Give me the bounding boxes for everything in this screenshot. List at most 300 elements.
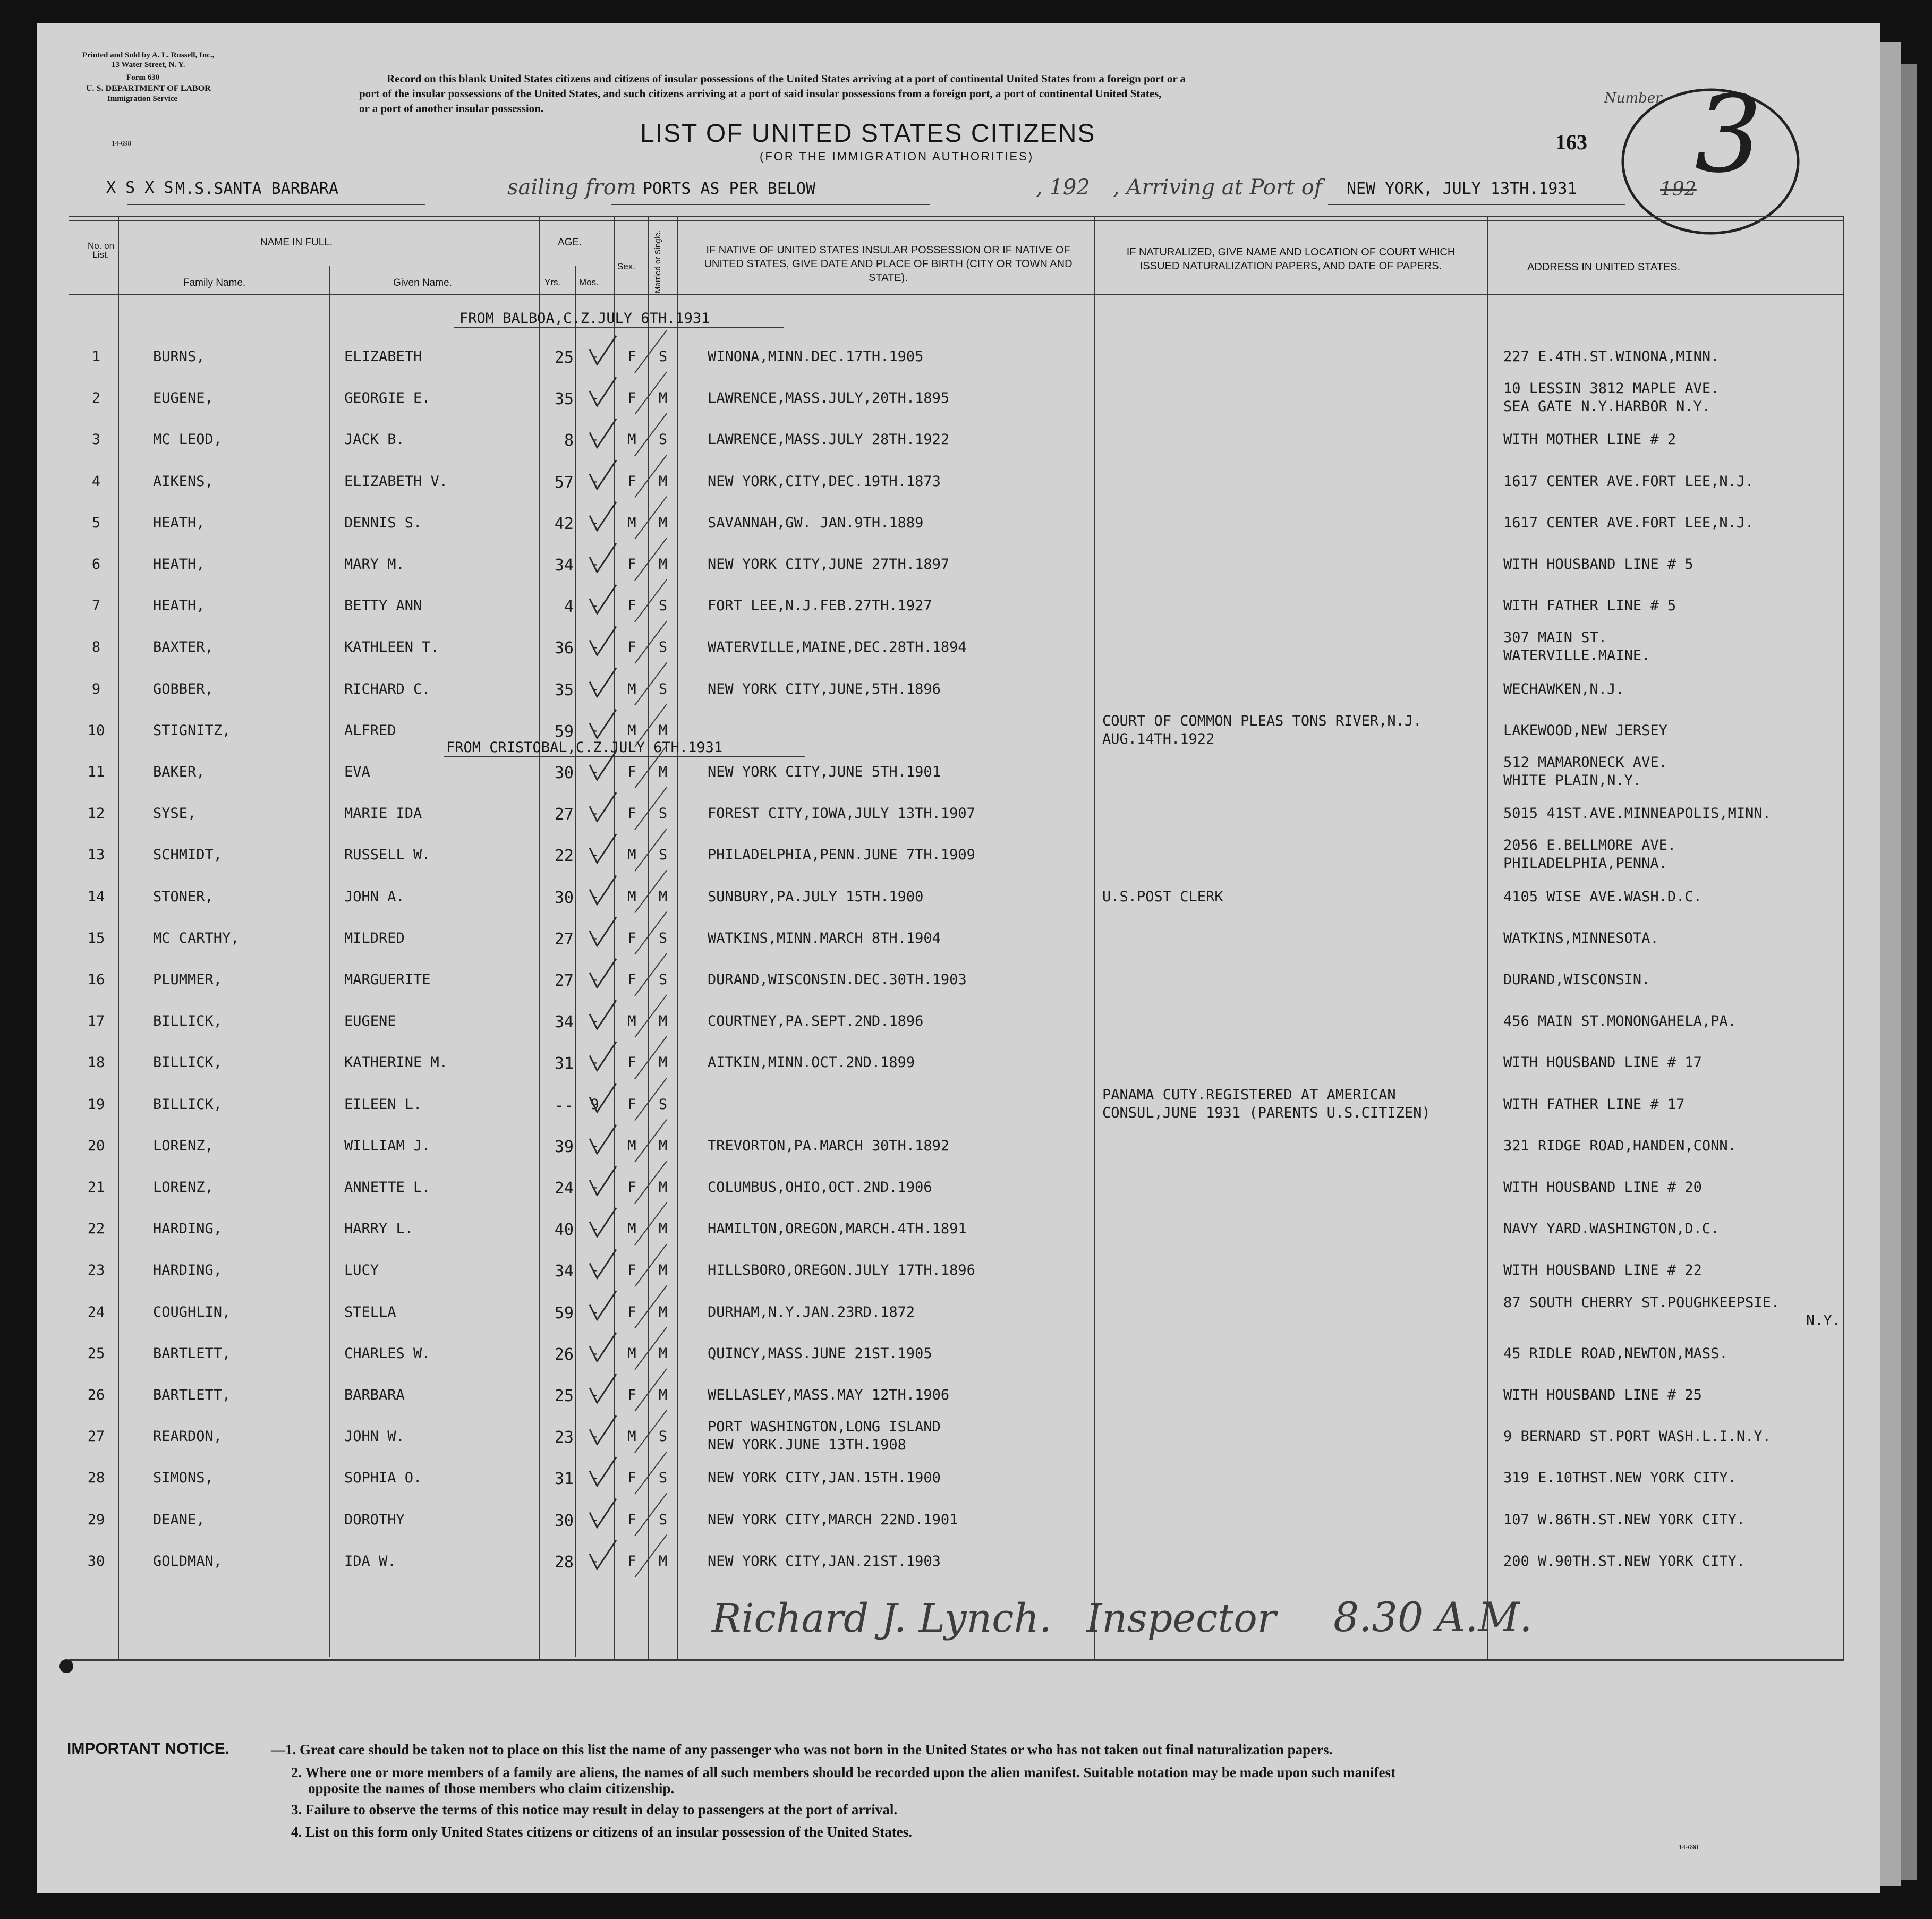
marital-status: M xyxy=(658,722,668,739)
family-name: STIGNITZ, xyxy=(153,722,231,739)
marital-status: S xyxy=(658,1096,668,1113)
marital-status: M xyxy=(658,556,668,573)
given-name: RICHARD C. xyxy=(344,680,431,697)
header-address: ADDRESS IN UNITED STATES. xyxy=(1527,261,1681,273)
row-number: 24 xyxy=(87,1303,105,1320)
sex: F xyxy=(627,639,636,656)
sex-tally-stroke xyxy=(635,330,667,373)
row-number: 7 xyxy=(91,598,101,615)
check-mark xyxy=(590,1166,616,1195)
us-address: 1617 CENTER AVE.FORT LEE,N.J. xyxy=(1503,473,1754,490)
sex-tally-stroke xyxy=(635,746,667,788)
age-years: 31 xyxy=(554,1470,574,1489)
arrival-underline xyxy=(1328,204,1625,205)
sex: F xyxy=(627,1511,636,1528)
age-years: -- xyxy=(554,1096,574,1115)
marital-status: S xyxy=(658,1428,668,1445)
given-name: CHARLES W. xyxy=(344,1345,431,1362)
birth-place-date: DURAND,WISCONSIN.DEC.30TH.1903 xyxy=(708,971,967,988)
age-years: 36 xyxy=(554,639,574,658)
sex-tally-stroke xyxy=(635,704,667,747)
given-name: MARIE IDA xyxy=(344,805,422,822)
birth-place-date: LAWRENCE,MASS.JULY,20TH.1895 xyxy=(708,390,950,407)
family-name: STONER, xyxy=(153,888,214,905)
age-months: - xyxy=(590,971,599,988)
row-number: 10 xyxy=(87,722,105,739)
sex: F xyxy=(627,1054,636,1071)
age-years: 30 xyxy=(554,888,574,907)
check-mark xyxy=(590,1208,616,1236)
given-name: JOHN A. xyxy=(344,888,405,905)
marital-status: M xyxy=(658,473,668,490)
given-name: ALFRED xyxy=(344,722,396,739)
family-name: PLUMMER, xyxy=(153,971,223,988)
us-address-line-2: WATERVILLE.MAINE. xyxy=(1503,647,1650,664)
age-years: 42 xyxy=(554,514,574,533)
us-address: WECHAWKEN,N.J. xyxy=(1503,680,1624,697)
us-address: WITH HOUSBAND LINE # 25 xyxy=(1503,1387,1702,1403)
age-months: - xyxy=(590,1221,599,1238)
header-no: No. on List. xyxy=(87,241,115,260)
family-name: MC LEOD, xyxy=(153,431,223,448)
sex: M xyxy=(627,431,636,448)
instruction-line-1: Record on this blank United States citizens and citizens of insular possessions of the United States arriving at a port of continental United States from a foreign port or a xyxy=(387,72,1186,85)
age-months: - xyxy=(590,929,599,946)
birth-place-date: NEW YORK CITY,JUNE 5TH.1901 xyxy=(708,764,941,780)
number-label: Number xyxy=(1604,90,1662,106)
us-address: WITH HOUSBAND LINE # 5 xyxy=(1503,556,1693,573)
given-name: EVA xyxy=(344,764,370,780)
sex-tally-stroke xyxy=(635,579,667,622)
us-address: WITH HOUSBAND LINE # 17 xyxy=(1503,1054,1702,1071)
birth-place-date: WINONA,MINN.DEC.17TH.1905 xyxy=(708,348,924,365)
family-name: SCHMIDT, xyxy=(153,847,223,864)
age-years: 30 xyxy=(554,1511,574,1530)
check-mark xyxy=(590,1457,616,1486)
birth-place-date: COURTNEY,PA.SEPT.2ND.1896 xyxy=(708,1013,924,1030)
us-address: 319 E.10THST.NEW YORK CITY. xyxy=(1503,1470,1737,1487)
given-name: EILEEN L. xyxy=(344,1096,422,1113)
notice-item-2: 2. Where one or more members of a family are aliens, the names of all such members should be recorded upon the alien manifest. Suitable notation may be made upon such manifest xyxy=(291,1764,1395,1780)
birth-place-date: NEW YORK CITY,JUNE 27TH.1897 xyxy=(708,556,950,573)
check-mark xyxy=(590,1540,616,1569)
form-number: Form 630 xyxy=(126,73,160,82)
sex: F xyxy=(627,805,636,822)
sex-tally-stroke xyxy=(635,1202,667,1245)
age-years: 27 xyxy=(554,805,574,824)
paper-edge-middle xyxy=(1880,42,1901,1886)
instruction-line-2: port of the insular possessions of the United States, and such citizens arriving at a port of said insular possessions from a foreign port, a port of continental United States, xyxy=(359,87,1162,100)
age-months: - xyxy=(590,1137,599,1154)
row-number: 5 xyxy=(91,514,101,531)
marital-status: M xyxy=(658,1137,668,1154)
age-months: - xyxy=(590,556,599,573)
page-subtitle: (FOR THE IMMIGRATION AUTHORITIES) xyxy=(760,150,1034,163)
col-line-birth xyxy=(1094,216,1095,1660)
age-months: - xyxy=(590,805,599,822)
age-years: 22 xyxy=(554,847,574,866)
given-name: MARGUERITE xyxy=(344,971,431,988)
notice-item-3: 3. Failure to observe the terms of this notice may result in delay to passengers at the port of arrival. xyxy=(291,1802,898,1818)
check-mark xyxy=(590,377,616,406)
header-sex: Sex. xyxy=(617,261,636,271)
given-name: EUGENE xyxy=(344,1013,396,1030)
sex-tally-stroke xyxy=(635,455,667,498)
page-title: LIST OF UNITED STATES CITIZENS xyxy=(640,120,1096,148)
sex-tally-stroke xyxy=(635,829,667,871)
age-months: - xyxy=(590,1262,599,1279)
us-address: 321 RIDGE ROAD,HANDEN,CONN. xyxy=(1503,1137,1737,1154)
sex: M xyxy=(627,888,636,905)
age-years: 26 xyxy=(554,1345,574,1364)
age-years: 28 xyxy=(554,1553,574,1572)
row-number: 18 xyxy=(87,1054,105,1071)
age-months: - xyxy=(590,390,599,407)
marital-status: M xyxy=(658,1345,668,1362)
printer-code: 14-698 xyxy=(112,139,131,147)
check-mark xyxy=(590,1374,616,1403)
row-number: 27 xyxy=(87,1428,105,1445)
col-line-yrs xyxy=(575,266,576,1657)
marital-status: M xyxy=(658,1221,668,1238)
given-name: IDA W. xyxy=(344,1553,396,1570)
age-years: 57 xyxy=(554,473,574,492)
given-name: WILLIAM J. xyxy=(344,1137,431,1154)
check-mark xyxy=(590,1000,616,1029)
table-bottom-border xyxy=(69,1659,1844,1661)
check-mark xyxy=(590,460,616,489)
age-years: 23 xyxy=(554,1428,574,1447)
inspector-title-signature: Inspector xyxy=(1086,1596,1276,1641)
check-mark xyxy=(590,1499,616,1528)
sex: F xyxy=(627,1387,636,1403)
naturalization-info: COURT OF COMMON PLEAS TONS RIVER,N.J. xyxy=(1102,712,1422,729)
birth-place-date: PHILADELPHIA,PENN.JUNE 7TH.1909 xyxy=(708,847,975,864)
year-label: , 192 xyxy=(1036,175,1090,200)
sex-tally-stroke xyxy=(635,1535,667,1577)
row-number: 2 xyxy=(91,390,101,407)
marital-status: S xyxy=(658,1511,668,1528)
sex-tally-stroke xyxy=(635,1452,667,1494)
age-years: 39 xyxy=(554,1137,574,1156)
age-months: - xyxy=(590,680,599,697)
row-number: 17 xyxy=(87,1013,105,1030)
family-name: BAXTER, xyxy=(153,639,214,656)
marital-status: M xyxy=(658,514,668,531)
naturalization-info-line-2: CONSUL,JUNE 1931 (PARENTS U.S.CITIZEN) xyxy=(1102,1104,1431,1121)
sex-tally-stroke xyxy=(635,413,667,456)
sex: M xyxy=(627,847,636,864)
age-months: - xyxy=(590,847,599,864)
inspector-name-signature: Richard J. Lynch. xyxy=(712,1596,1052,1641)
birth-place-date: PORT WASHINGTON,LONG ISLAND xyxy=(708,1419,941,1436)
sex: M xyxy=(627,514,636,531)
birth-place-date: NEW YORK,CITY,DEC.19TH.1873 xyxy=(708,473,941,490)
family-name: AIKENS, xyxy=(153,473,214,490)
check-mark xyxy=(590,710,616,738)
check-mark xyxy=(590,1125,616,1154)
check-mark xyxy=(590,585,616,613)
given-name: LUCY xyxy=(344,1262,379,1279)
sex-tally-stroke xyxy=(635,1369,667,1411)
marital-status: S xyxy=(658,348,668,365)
given-name: ELIZABETH V. xyxy=(344,473,448,490)
check-mark xyxy=(590,1291,616,1320)
marital-status: S xyxy=(658,1470,668,1487)
us-address: 5015 41ST.AVE.MINNEAPOLIS,MINN. xyxy=(1503,805,1771,822)
family-name: HEATH, xyxy=(153,598,205,615)
marital-status: M xyxy=(658,1303,668,1320)
birth-place-date: NEW YORK CITY,JUNE,5TH.1896 xyxy=(708,680,941,697)
row-number: 19 xyxy=(87,1096,105,1113)
marital-status: S xyxy=(658,680,668,697)
punch-hole xyxy=(59,1659,73,1673)
notice-item-2-cont: opposite the names of those members who claim citizenship. xyxy=(308,1780,675,1796)
header-name-in-full: NAME IN FULL. xyxy=(260,237,333,248)
check-mark xyxy=(590,1249,616,1278)
given-name: ANNETTE L. xyxy=(344,1179,431,1196)
birth-place-date: DURHAM,N.Y.JAN.23RD.1872 xyxy=(708,1303,915,1320)
birth-place-date: WELLASLEY,MASS.MAY 12TH.1906 xyxy=(708,1387,950,1403)
sex-tally-stroke xyxy=(635,497,667,539)
birth-place-date: SUNBURY,PA.JULY 15TH.1900 xyxy=(708,888,924,905)
age-years: 34 xyxy=(554,1013,574,1032)
section-cristobal: FROM CRISTOBAL,C.Z.JULY 6TH.1931 xyxy=(446,739,723,756)
marital-status: S xyxy=(658,971,668,988)
sex: M xyxy=(627,1428,636,1445)
us-address: WATKINS,MINNESOTA. xyxy=(1503,929,1659,946)
family-name: GOLDMAN, xyxy=(153,1553,223,1570)
marital-status: S xyxy=(658,431,668,448)
birth-place-date: AITKIN,MINN.OCT.2ND.1899 xyxy=(708,1054,915,1071)
check-mark xyxy=(590,626,616,655)
age-months: - xyxy=(590,1428,599,1445)
age-months: - xyxy=(590,431,599,448)
age-months: - xyxy=(590,764,599,780)
row-number: 6 xyxy=(91,556,101,573)
sex-tally-stroke xyxy=(635,538,667,581)
department-name: U. S. DEPARTMENT OF LABOR xyxy=(86,84,211,93)
age-months: - xyxy=(590,1470,599,1487)
marital-status: M xyxy=(658,1054,668,1071)
family-name: BILLICK, xyxy=(153,1013,223,1030)
col-line-naturalized xyxy=(1487,216,1488,1660)
sex-tally-stroke xyxy=(635,1161,667,1204)
us-address: LAKEWOOD,NEW JERSEY xyxy=(1503,722,1667,739)
birth-place-date: LAWRENCE,MASS.JULY 28TH.1922 xyxy=(708,431,950,448)
birth-place-date: NEW YORK CITY,JAN.21ST.1903 xyxy=(708,1553,941,1570)
naturalization-info: U.S.POST CLERK xyxy=(1102,888,1223,905)
us-address: NAVY YARD.WASHINGTON,D.C. xyxy=(1503,1221,1720,1238)
age-months: - xyxy=(590,1553,599,1570)
row-number: 28 xyxy=(87,1470,105,1487)
sex-tally-stroke xyxy=(635,953,667,996)
given-name: RUSSELL W. xyxy=(344,847,431,864)
us-address: 107 W.86TH.ST.NEW YORK CITY. xyxy=(1503,1511,1746,1528)
given-name: HARRY L. xyxy=(344,1221,414,1238)
family-name: HARDING, xyxy=(153,1262,223,1279)
arrival-port-date: NEW YORK, JULY 13TH.1931 xyxy=(1347,180,1577,198)
given-name: KATHERINE M. xyxy=(344,1054,448,1071)
header-married-single: Married or Single. xyxy=(653,230,662,293)
sex-tally-stroke xyxy=(635,995,667,1037)
marital-status: M xyxy=(658,390,668,407)
family-name: HEATH, xyxy=(153,556,205,573)
row-number: 22 xyxy=(87,1221,105,1238)
birth-place-date: WATERVILLE,MAINE,DEC.28TH.1894 xyxy=(708,639,967,656)
age-years: 4 xyxy=(564,598,574,617)
birth-place-date: SAVANNAH,GW. JAN.9TH.1889 xyxy=(708,514,924,531)
section-balboa: FROM BALBOA,C.Z.JULY 6TH.1931 xyxy=(459,310,710,327)
row-number: 21 xyxy=(87,1179,105,1196)
sex-tally-stroke xyxy=(635,912,667,954)
age-months: - xyxy=(590,1179,599,1196)
birth-place-date: HILLSBORO,OREGON.JULY 17TH.1896 xyxy=(708,1262,975,1279)
col-line-no xyxy=(118,216,119,1660)
sex: F xyxy=(627,1096,636,1113)
us-address: WITH FATHER LINE # 17 xyxy=(1503,1096,1685,1113)
family-name: REARDON, xyxy=(153,1428,223,1445)
age-years: 27 xyxy=(554,929,574,949)
sex: F xyxy=(627,764,636,780)
notice-item-4: 4. List on this form only United States citizens or citizens of an insular possession of the United States. xyxy=(291,1824,913,1840)
given-name: JOHN W. xyxy=(344,1428,405,1445)
family-name: BARTLETT, xyxy=(153,1387,231,1403)
age-years: 59 xyxy=(554,722,574,741)
family-name: BAKER, xyxy=(153,764,205,780)
us-address: 456 MAIN ST.MONONGAHELA,PA. xyxy=(1503,1013,1737,1030)
sex-tally-stroke xyxy=(635,871,667,913)
age-years: 25 xyxy=(554,1387,574,1405)
family-name: SYSE, xyxy=(153,805,197,822)
check-mark xyxy=(590,876,616,905)
birth-place-date: NEW YORK CITY,JAN.15TH.1900 xyxy=(708,1470,941,1487)
family-name: BARTLETT, xyxy=(153,1345,231,1362)
age-years: 40 xyxy=(554,1221,574,1240)
check-mark xyxy=(590,502,616,531)
us-address: DURAND,WISCONSIN. xyxy=(1503,971,1650,988)
row-number: 23 xyxy=(87,1262,105,1279)
given-name: STELLA xyxy=(344,1303,396,1320)
sex-tally-stroke xyxy=(635,787,667,830)
age-months: - xyxy=(590,598,599,615)
age-months: - xyxy=(590,639,599,656)
birth-place-date: FORT LEE,N.J.FEB.27TH.1927 xyxy=(708,598,932,615)
us-address: 227 E.4TH.ST.WINONA,MINN. xyxy=(1503,348,1720,365)
marital-status: S xyxy=(658,929,668,946)
us-address: 1617 CENTER AVE.FORT LEE,N.J. xyxy=(1503,514,1754,531)
check-mark xyxy=(590,834,616,863)
row-number: 4 xyxy=(91,473,101,490)
inspector-check-marks xyxy=(579,300,691,1617)
check-mark xyxy=(590,1333,616,1361)
check-mark xyxy=(590,336,616,364)
age-years: 25 xyxy=(554,348,574,367)
marital-status: M xyxy=(658,1179,668,1196)
page-number: 163 xyxy=(1555,130,1587,154)
check-mark xyxy=(590,543,616,572)
us-address: 45 RIDLE ROAD,NEWTON,MASS. xyxy=(1503,1345,1728,1362)
row-number: 1 xyxy=(91,348,101,365)
sex: F xyxy=(627,1179,636,1196)
marital-status: M xyxy=(658,1553,668,1570)
row-number: 14 xyxy=(87,888,105,905)
service-name: Immigration Service xyxy=(107,95,178,103)
family-name: GOBBER, xyxy=(153,680,214,697)
sex-tally-stroke xyxy=(635,1078,667,1121)
family-name: HARDING, xyxy=(153,1221,223,1238)
row-number: 11 xyxy=(87,764,105,780)
row-number: 13 xyxy=(87,847,105,864)
family-name: BILLICK, xyxy=(153,1054,223,1071)
header-months: Mos. xyxy=(579,277,599,287)
sex: F xyxy=(627,1553,636,1570)
given-name: KATHLEEN T. xyxy=(344,639,439,656)
vessel-name: M.S.SANTA BARBARA xyxy=(175,180,339,198)
us-address: 4105 WISE AVE.WASH.D.C. xyxy=(1503,888,1702,905)
birth-place-date: WATKINS,MINN.MARCH 8TH.1904 xyxy=(708,929,941,946)
sex-tally-stroke xyxy=(635,1286,667,1328)
age-months: - xyxy=(590,348,599,365)
age-years: 34 xyxy=(554,556,574,575)
row-number: 3 xyxy=(91,431,101,448)
us-address: 9 BERNARD ST.PORT WASH.L.I.N.Y. xyxy=(1503,1428,1771,1445)
table-top-border xyxy=(69,216,1843,217)
us-address: WITH MOTHER LINE # 2 xyxy=(1503,431,1676,448)
given-name: SOPHIA O. xyxy=(344,1470,422,1487)
us-address-line-2: WHITE PLAIN,N.Y. xyxy=(1503,772,1642,789)
us-address: WITH HOUSBAND LINE # 22 xyxy=(1503,1262,1702,1279)
check-mark xyxy=(590,1084,616,1112)
marital-status: S xyxy=(658,639,668,656)
paper-edge-back xyxy=(1901,64,1917,1880)
age-years: 8 xyxy=(564,431,574,450)
age-years: 59 xyxy=(554,1303,574,1323)
age-months: - xyxy=(590,722,599,739)
row-number: 26 xyxy=(87,1387,105,1403)
sex-tally-stroke xyxy=(635,1494,667,1536)
age-months: - xyxy=(590,1303,599,1320)
age-years: 24 xyxy=(554,1179,574,1198)
marital-status: S xyxy=(658,805,668,822)
check-mark xyxy=(590,419,616,447)
us-address: 307 MAIN ST. xyxy=(1503,629,1607,646)
family-name: COUGHLIN, xyxy=(153,1303,231,1320)
us-address: WITH FATHER LINE # 5 xyxy=(1503,598,1676,615)
row-number: 20 xyxy=(87,1137,105,1154)
sex: F xyxy=(627,348,636,365)
family-name: HEATH, xyxy=(153,514,205,531)
header-birth-place: IF NATIVE OF UNITED STATES INSULAR POSSESSION OR IF NATIVE OF UNITED STATES, GIVE DATE AND PLACE OF BIRTH (CITY OR TOWN AND STATE). xyxy=(704,244,1073,284)
marital-status: S xyxy=(658,598,668,615)
sex: F xyxy=(627,929,636,946)
family-name: BURNS, xyxy=(153,348,205,365)
family-name: EUGENE, xyxy=(153,390,214,407)
age-years: 35 xyxy=(554,680,574,700)
given-name: DOROTHY xyxy=(344,1511,405,1528)
row-number: 15 xyxy=(87,929,105,946)
vessel-underline xyxy=(127,204,425,205)
list-number: 3 xyxy=(1695,73,1763,197)
header-years: Yrs. xyxy=(544,277,561,287)
given-name: ELIZABETH xyxy=(344,348,422,365)
manifest-sheet xyxy=(37,23,1880,1893)
sex-tally-stroke xyxy=(635,663,667,705)
sex-tally-stroke xyxy=(635,1327,667,1370)
sex-tally-stroke xyxy=(635,372,667,414)
sex: F xyxy=(627,390,636,407)
age-months: - xyxy=(590,1511,599,1528)
